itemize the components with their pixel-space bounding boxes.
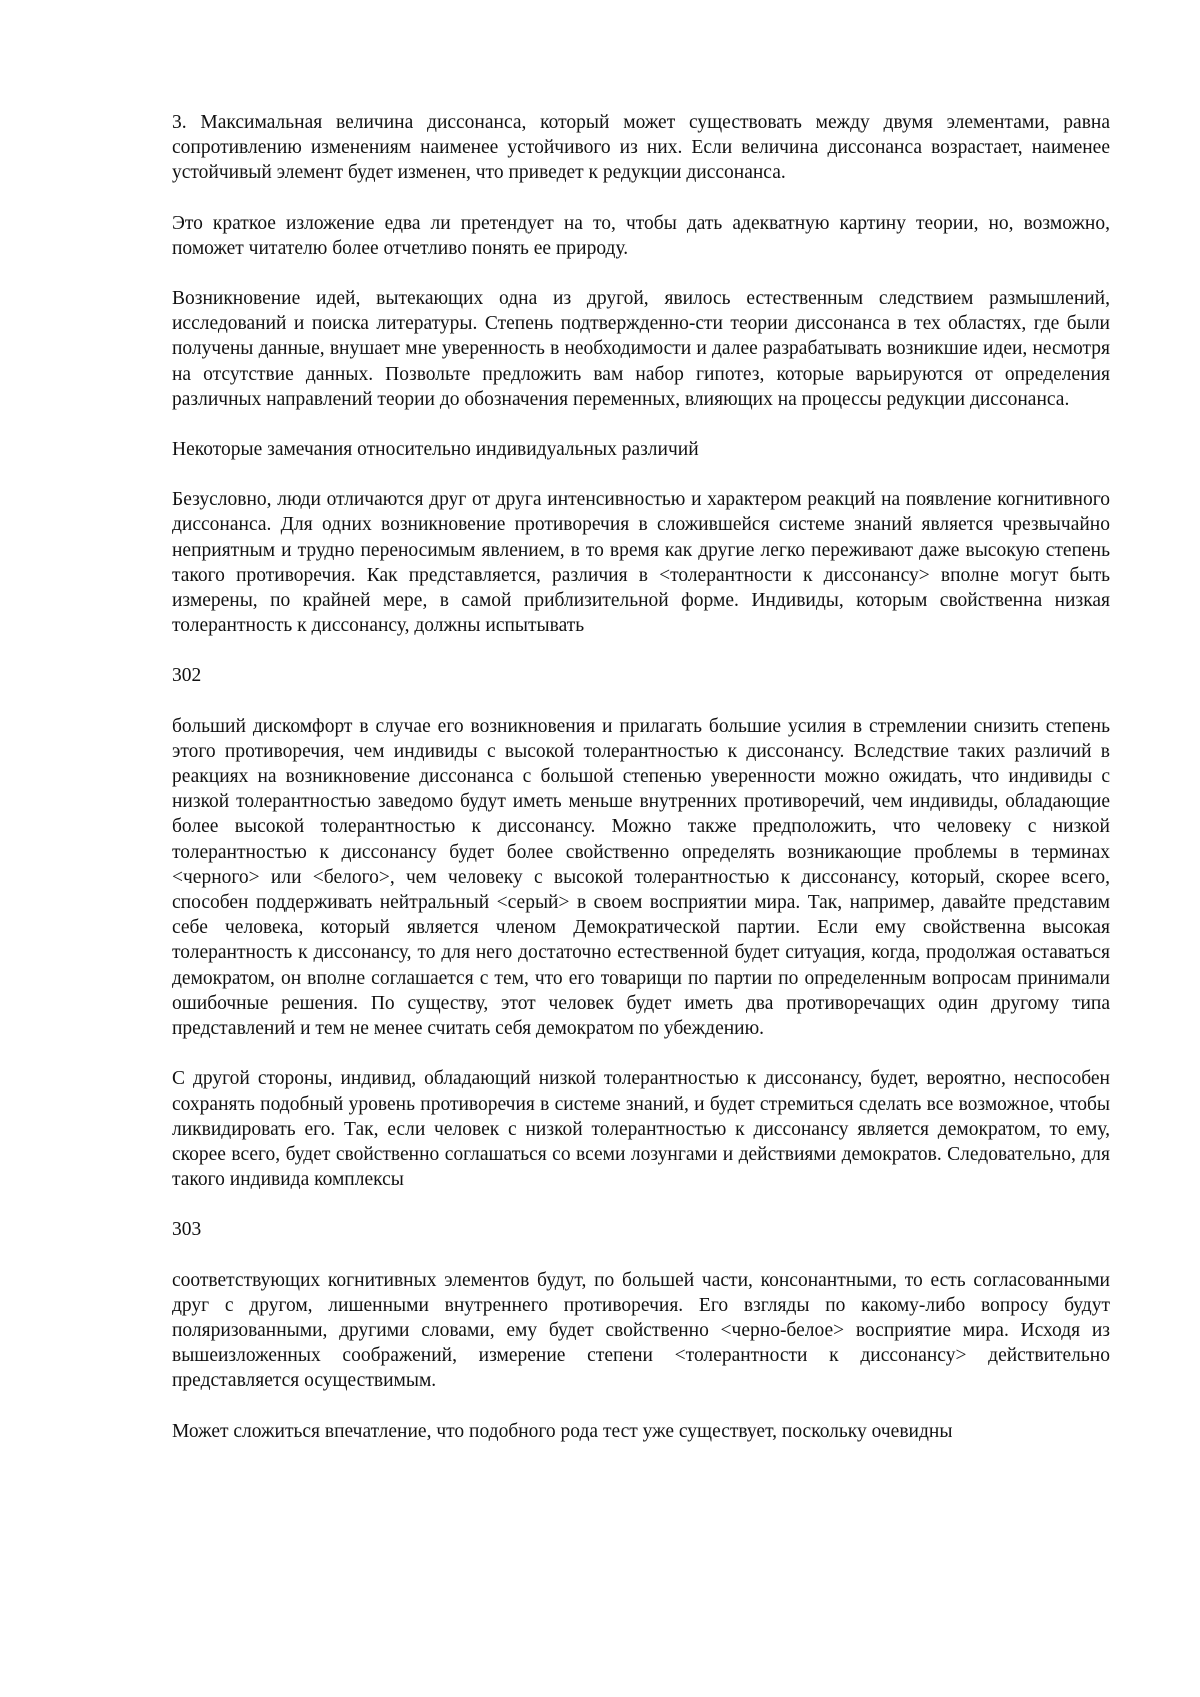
- paragraph-consonant-elements: соответствующих когнитивных элементов будут, по большей части, консонантными, то есть согласованными друг с другом, лишенными внутреннего противоречия. Его взгляды по какому-либо вопросу будут поляризованными, другими словами, ему будет свойственно <черно-белое> восприятие мира. Исходя из вышеизложенных соображений, измерение степени <толерантности к диссонансу> действительно представляется осуществимым.: [172, 1269, 1110, 1392]
- paragraph-low-tolerance: С другой стороны, индивид, обладающий низкой толерантностью к диссонансу, будет, вероятно, неспособен сохранять подобный уровень противоречия в системе знаний, и будет стремиться сделать все возможное, чтобы ликвидировать его. Так, если человек с низкой толерантностью к диссонансу является демократом, то ему, скорее всего, будет свойственно соглашаться со всеми лозунгами и действиями демократов. Следовательно, для такого индивида комплексы: [172, 1068, 1110, 1191]
- page-number-302: 302: [172, 665, 202, 687]
- paragraph-dissonance-maximum: 3. Максимальная величина диссонанса, который может существовать между двумя элементами, равна сопротивлению изменениям наименее устойчивого из них. Если величина диссонанса возрастает, наименее устойчивый элемент будет изменен, что приведет к редукции диссонанса.: [172, 112, 1110, 184]
- paragraph-test-exists: Может сложиться впечатление, что подобного рода тест уже существует, поскольку очевидны: [172, 1420, 953, 1442]
- paragraph-hypotheses: Возникновение идей, вытекающих одна из другой, явилось естественным следствием размышлений, исследований и поиска литературы. Степень подтвержденно-сти теории диссонанса в тех областях, где были получены данные, внушает мне уверенность в необходимости и далее разрабатывать возникшие идеи, несмотря на отсутствие данных. Позвольте предложить вам набор гипотез, которые варьируются от определения различных направлений теории до обозначения переменных, влияющих на процессы редукции диссонанса.: [172, 288, 1110, 410]
- document-page: [172, 110, 1110, 1444]
- paragraph-tolerance-comparison: больший дискомфорт в случае его возникновения и прилагать большие усилия в стремлении снизить степень этого противоречия, чем индивиды с высокой толерантностью к диссонансу. Вследствие таких различий в реакциях на возникновение диссонанса с большой степенью уверенности можно ожидать, что индивиды с низкой толерантностью заведомо будут иметь меньше внутренних противоречий, чем индивиды, обладающие более высокой толерантностью к диссонансу. Можно также предположить, что человеку с низкой толерантностью к диссонансу будет более свойственно определять возникающие проблемы в терминах <черного> или <белого>, чем человеку с высокой толерантностью к диссонансу, который, скорее всего, способен поддерживать нейтральный <серый> в своем восприятии мира. Так, например, давайте представим себе человека, который является членом Демократической партии. Если ему свойственна высокая толерантность к диссонансу, то для него достаточно естественной будет ситуация, когда, продолжая оставаться демократом, он вполне соглашается с тем, что его товарищи по партии по определенным вопросам принимали ошибочные решения. По существу, этот человек будет иметь два противоречащих один другому типа представлений и тем не менее считать себя демократом по убеждению.: [172, 715, 1110, 1040]
- section-heading: Некоторые замечания относительно индивидуальных различий: [172, 439, 699, 461]
- paragraph-individual-differences: Безусловно, люди отличаются друг от друга интенсивностью и характером реакций на появление когнитивного диссонанса. Для одних возникновение противоречия в сложившейся системе знаний является чрезвычайно неприятным и трудно переносимым явлением, в то время как другие легко переживают даже высокую степень такого противоречия. Как представляется, различия в <толерантности к диссонансу> вполне могут быть измерены, по крайней мере, в самой приблизительной форме. Индивиды, которым свойственна низкая толерантность к диссонансу, должны испытывать: [172, 489, 1110, 637]
- page-number-303: 303: [172, 1219, 202, 1241]
- paragraph-summary-note: Это краткое изложение едва ли претендует на то, чтобы дать адекватную картину теории, но, возможно, поможет читателю более отчетливо понять ее природу.: [172, 212, 1110, 259]
